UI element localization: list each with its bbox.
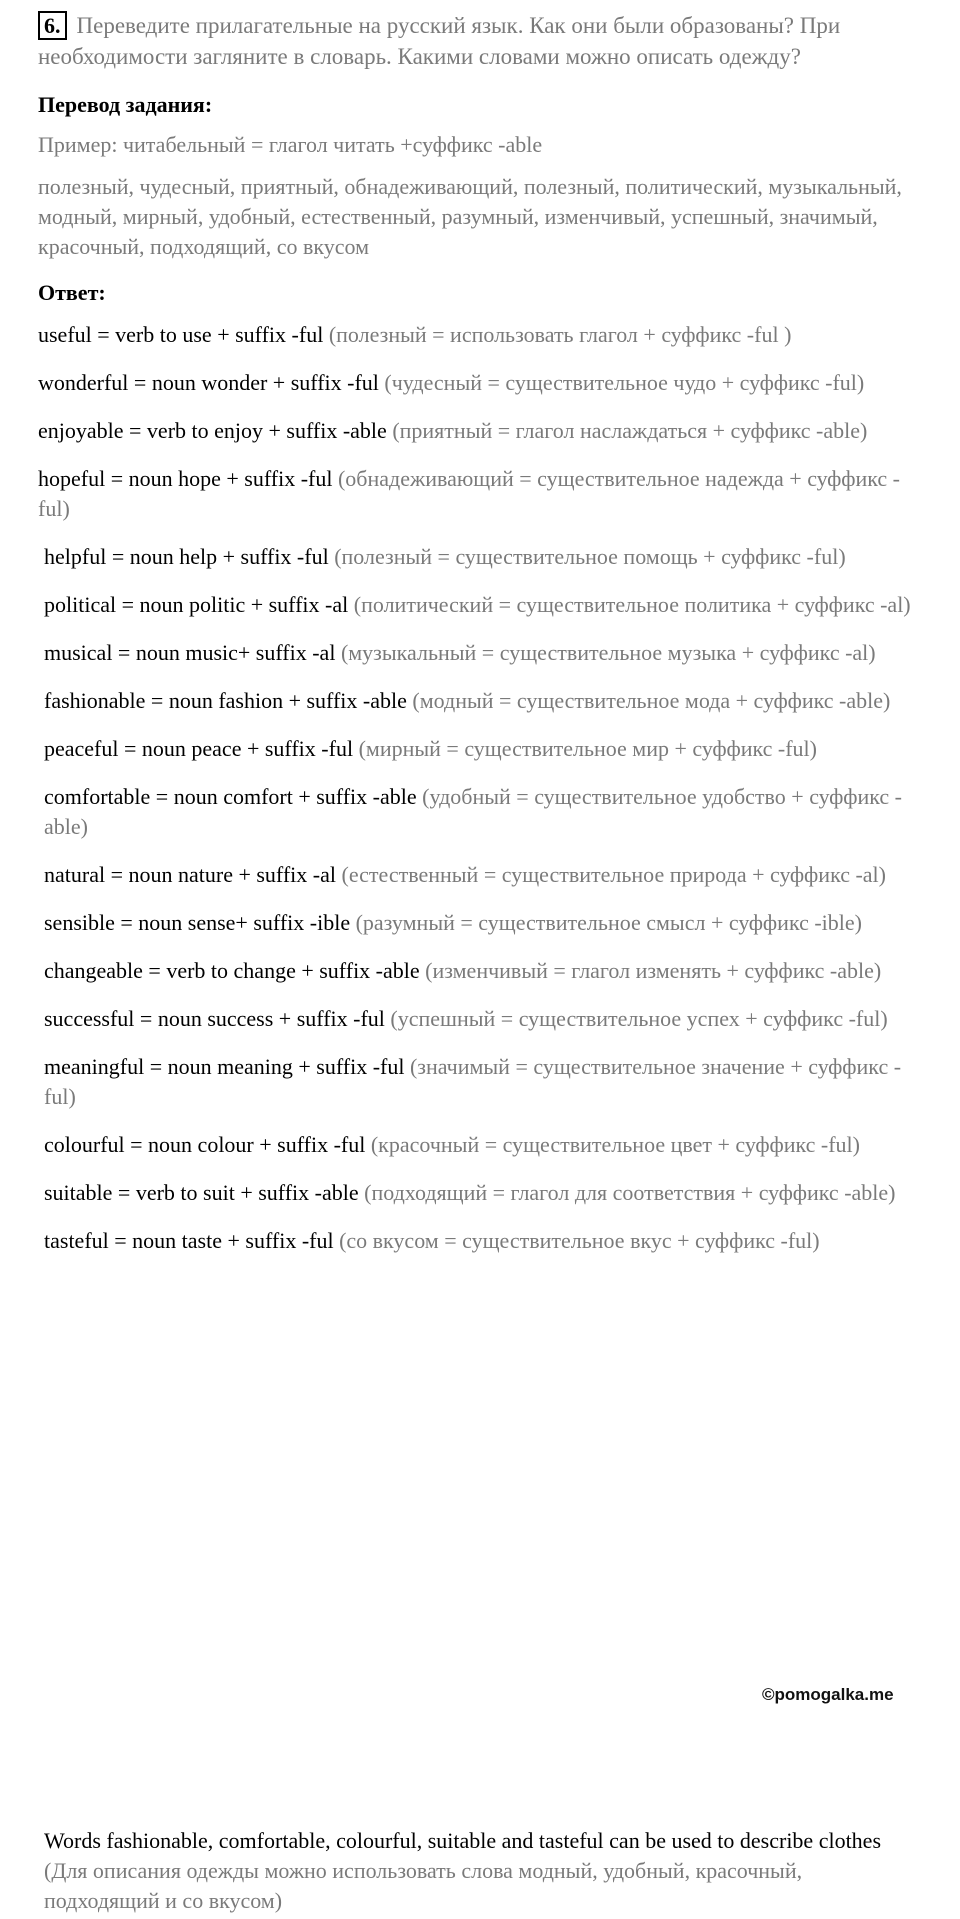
- answer-item-en: meaningful = noun meaning + suffix -ful: [44, 1054, 405, 1079]
- answer-item: [38, 368, 908, 398]
- words-list: полезный, чудесный, приятный, обнадеживающий, полезный, политический, музыкальный, модный, мирный, удобный, естественный, разумный, изменчивый, успешный, значимый, красочный, подходящий, со вкусом: [38, 174, 902, 259]
- answer-item-ru: (естественный = существительное природа + суффикс -al): [341, 862, 886, 887]
- answer-item-ru: (обнадеживающий = существительное надежда + суффикс -ful): [38, 466, 901, 521]
- answer-item-en: wonderful = noun wonder + suffix -ful: [38, 370, 379, 395]
- answer-item: [44, 734, 914, 764]
- answer-item: [44, 590, 914, 620]
- answer-item-ru: (разумный = существительное смысл + суффикс -ible): [355, 910, 862, 935]
- answer-heading: Ответ:: [38, 280, 106, 305]
- task-number: 6.: [38, 11, 67, 40]
- answer-item: [44, 1130, 914, 1160]
- answer-item-en: colourful = noun colour + suffix -ful: [44, 1132, 366, 1157]
- answer-item-ru: (модный = существительное мода + суффикс -able): [412, 688, 891, 713]
- answer-item: [44, 1052, 914, 1112]
- answer-item: [44, 782, 914, 842]
- conclusion: [44, 1826, 884, 1916]
- answer-item-en: useful = verb to use + suffix -ful: [38, 322, 324, 347]
- answer-item: [44, 686, 914, 716]
- answer-item: [44, 908, 914, 938]
- answer-item: [44, 638, 914, 668]
- answer-item-en: enjoyable = verb to enjoy + suffix -able: [38, 418, 387, 443]
- answer-item: [44, 1004, 914, 1034]
- answer-item-en: fashionable = noun fashion + suffix -able: [44, 688, 407, 713]
- answer-item-ru: (чудесный = существительное чудо + суффикс -ful): [384, 370, 865, 395]
- task-statement: [38, 10, 918, 72]
- answer-item: [38, 320, 908, 350]
- answer-item-ru: (изменчивый = глагол изменять + суффикс -able): [425, 958, 882, 983]
- answer-item-ru: (музыкальный = существительное музыка + суффикс -al): [340, 640, 876, 665]
- answer-item: [38, 464, 908, 524]
- example-line: Пример: читабельный = глагол читать +суффикс -able: [38, 132, 543, 157]
- answer-list: [38, 320, 918, 1256]
- answer-item-ru: (приятный = глагол наслаждаться + суффикс -able): [392, 418, 868, 443]
- answer-item-en: suitable = verb to suit + suffix -able: [44, 1180, 359, 1205]
- answer-item-en: peaceful = noun peace + suffix -ful: [44, 736, 354, 761]
- answer-item-en: hopeful = noun hope + suffix -ful: [38, 466, 333, 491]
- answer-item: [44, 860, 914, 890]
- answer-item-en: tasteful = noun taste + suffix -ful: [44, 1228, 334, 1253]
- answer-item: [38, 416, 908, 446]
- answer-item-ru: (полезный = существительное помощь + суффикс -ful): [334, 544, 846, 569]
- task-text: Переведите прилагательные на русский язык. Как они были образованы? При необходимости загляните в словарь. Какими словами можно описать одежду?: [38, 13, 841, 69]
- answer-item-ru: (удобный = существительное удобство + суффикс -able): [44, 784, 903, 839]
- answer-item-en: comfortable = noun comfort + suffix -able: [44, 784, 417, 809]
- answer-item-ru: (успешный = существительное успех + суффикс -ful): [390, 1006, 888, 1031]
- answer-item-en: musical = noun music+ suffix -al: [44, 640, 336, 665]
- conclusion-ru: (Для описания одежды можно использовать слова модный, удобный, красочный, подходящий и со вкусом): [44, 1858, 803, 1913]
- answer-item-ru: (подходящий = глагол для соответствия + суффикс -able): [364, 1180, 896, 1205]
- answer-item-ru: (политический = существительное политика + суффикс -al): [353, 592, 911, 617]
- translation-heading: Перевод задания:: [38, 92, 213, 117]
- watermark: ©pomogalka.me: [762, 1685, 894, 1704]
- document-page: [38, 10, 918, 1274]
- answer-item-en: sensible = noun sense+ suffix -ible: [44, 910, 351, 935]
- answer-item-en: changeable = verb to change + suffix -able: [44, 958, 420, 983]
- answer-item-en: helpful = noun help + suffix -ful: [44, 544, 329, 569]
- answer-item: [44, 542, 914, 572]
- answer-item: [44, 1226, 914, 1256]
- answer-item-ru: (красочный = существительное цвет + суффикс -ful): [370, 1132, 860, 1157]
- answer-item-ru: (полезный = использовать глагол + суффикс -ful ): [328, 322, 792, 347]
- conclusion-en: Words fashionable, comfortable, colourful, suitable and tasteful can be used to describe clothes: [44, 1828, 882, 1853]
- answer-item-ru: (значимый = существительное значение + суффикс -ful): [44, 1054, 902, 1109]
- answer-item-ru: (со вкусом = существительное вкус + суффикс -ful): [339, 1228, 820, 1253]
- answer-item-en: successful = noun success + suffix -ful: [44, 1006, 385, 1031]
- answer-item-en: political = noun politic + suffix -al: [44, 592, 349, 617]
- answer-item: [44, 1178, 914, 1208]
- answer-item: [44, 956, 914, 986]
- answer-item-en: natural = noun nature + suffix -al: [44, 862, 336, 887]
- answer-item-ru: (мирный = существительное мир + суффикс -ful): [358, 736, 817, 761]
